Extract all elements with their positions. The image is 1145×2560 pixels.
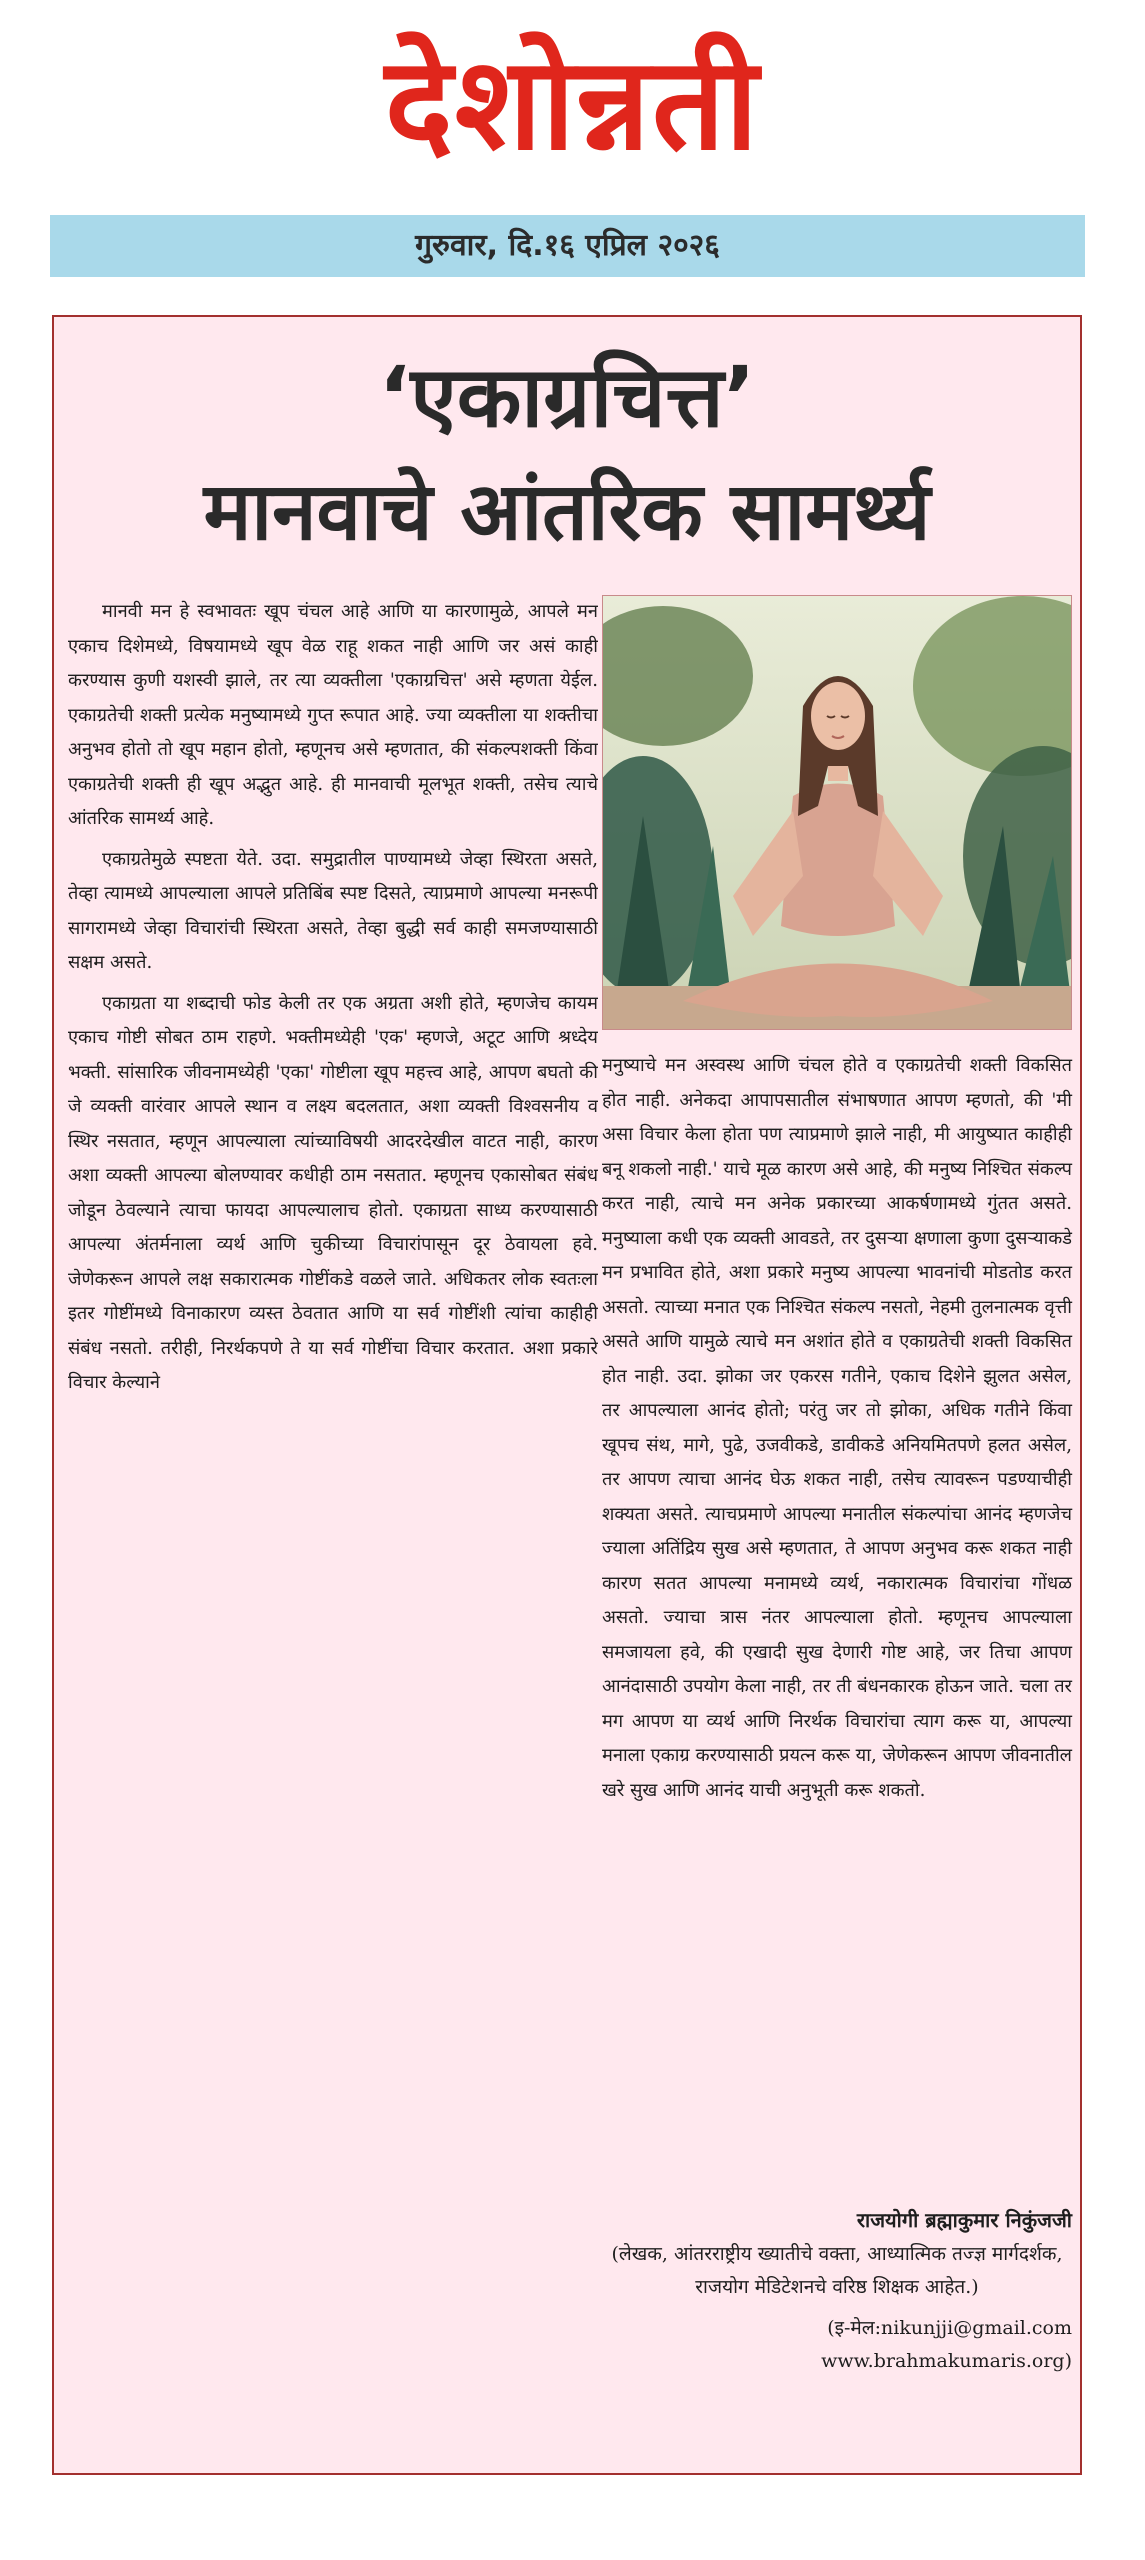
author-name: राजयोगी ब्रह्माकुमार निकुंजजी [856, 2208, 1072, 2232]
author-role: (लेखक, आंतरराष्ट्रीय ख्यातीचे वक्ता, आध्यात्मिक तज्ज्ञ मार्गदर्शक, राजयोग मेडिटेशनचे वरिष्ठ शिक्षक आहेत.) [611, 2243, 1063, 2298]
paragraph: मनुष्याचे मन अस्वस्थ आणि चंचल होते व एकाग्रतेची शक्ती विकसित होत नाही. अनेकदा आपापसातील संभाषणात आपण म्हणतो, की 'मी असा विचार केला होता पण त्याप्रमाणे झाले नाही, मी आयुष्यात काहीही बनू शकलो नाही.' याचे मूळ कारण असे आहे, की मनुष्य निश्चित संकल्प करत नाही, त्याचे मन अनेक प्रकारच्या आकर्षणामध्ये गुंतत असते. मनुष्याला कधी एक व्यक्ती आवडते, तर दुसऱ्या क्षणाला कुणा दुसऱ्याकडे मन प्रभावित होते, अशा प्रकारे मनुष्य आपल्या भावनांची मोडतोड करत असतो. त्याच्या मनात एक निश्चित संकल्प नसतो, नेहमी तुलनात्मक वृत्ती असते आणि यामुळे त्याचे मन अशांत होते व एकाग्रतेची शक्ती विकसित होत नाही. उदा. झोका जर एकरस गतीने, एकाच दिशेने झुलत असेल, तर आपल्याला आनंद होतो; परंतु जर तो झोका, अधिक गतीने किंवा खूपच संथ, मागे, पुढे, उजवीकडे, डावीकडे अनियमितपणे हलत असेल, तर आपण त्याचा आनंद घेऊ शकत नाही, तसेच त्यावरून पडण्याचीही शक्यता असते. त्याचप्रमाणे आपल्या मनातील संकल्पांचा आनंद म्हणजेच ज्याला अतिंद्रिय सुख असे म्हणतात, ते आपण अनुभव करू शकत नाही कारण सतत आपल्या मनामध्ये व्यर्थ, नकारात्मक विचारांचा गोंधळ असतो. ज्याचा त्रास नंतर आपल्याला होतो. म्हणूनच आपल्याला समजायला हवे, की एखादी सुख देणारी गोष्ट आहे, जर तिचा आपण आनंदासाठी उपयोग केला नाही, तर ती बंधनकारक होऊन जाते. चला तर मग आपण या व्यर्थ आणि निरर्थक विचारांचा त्याग करू या, आपल्या मनाला एकाग्र करण्यासाठी प्रयत्न करू या, जेणेकरून आपण जीवनातील खरे सुख आणि आनंद याची अनुभूती करू शकतो. [602, 1055, 1072, 1801]
meditating-woman-illustration [603, 596, 1072, 1030]
right-column [602, 1049, 1072, 1814]
byline [602, 2202, 1072, 2378]
date-bar: गुरुवार, दि.१६ एप्रिल २०२६ [50, 215, 1085, 277]
meditation-photo [602, 595, 1072, 1030]
author-website: www.brahmakumaris.org) [821, 2350, 1072, 2372]
masthead [0, 30, 1145, 200]
newspaper-logo: देशोन्नती [384, 30, 761, 179]
headline-line-2: मानवाचे आंतरिक सामर्थ्य [203, 465, 931, 558]
author-email: (इ-मेल:nikunjji@gmail.com [827, 2317, 1072, 2339]
article [52, 315, 1082, 2475]
paragraph: एकाग्रतेमुळे स्पष्टता येते. उदा. समुद्रातील पाण्यामध्ये जेव्हा स्थिरता असते, तेव्हा त्यामध्ये आपल्याला आपले प्रतिबिंब स्पष्ट दिसते, त्याप्रमाणे आपल्या मनरूपी सागरामध्ये जेव्हा विचारांची स्थिरता असते, तेव्हा बुद्धी सर्व काही समजण्यासाठी सक्षम असते. [68, 848, 598, 973]
headline [54, 347, 1080, 567]
paragraph: एकाग्रता या शब्दाची फोड केली तर एक अग्रता अशी होते, म्हणजेच कायम एकाच गोष्टी सोबत ठाम राहणे. भक्तीमध्येही 'एक' म्हणजे, अटूट आणि श्रध्देय भक्ती. सांसारिक जीवनामध्येही 'एका' गोष्टीला खूप महत्त्व आहे, आपण बघतो की जे व्यक्ती वारंवार आपले स्थान व लक्ष्य बदलतात, अशा व्यक्ती विश्वसनीय व स्थिर नसतात, म्हणून आपल्याला त्यांच्याविषयी आदरदेखील वाटत नाही, कारण अशा व्यक्ती आपल्या बोलण्यावर कधीही ठाम नसतात. म्हणूनच एकासोबत संबंध जोडून ठेवल्याने त्याचा फायदा आपल्यालाच होतो. एकाग्रता साध्य करण्यासाठी आपल्या अंतर्मनाला व्यर्थ आणि चुकीच्या विचारांपासून दूर ठेवायला हवे. जेणेकरून आपले लक्ष सकारात्मक गोष्टींकडे वळले जाते. अधिकतर लोक स्वतःला इतर गोष्टींमध्ये विनाकारण व्यस्त ठेवतात आणि या सर्व गोष्टींशी त्यांचा काहीही संबंध नसतो. तरीही, निरर्थकपणे ते या सर्व गोष्टींचा विचार करतात. अशा प्रकारे विचार केल्याने [68, 992, 598, 1393]
headline-line-1: ‘एकाग्रचित्त’ [378, 348, 756, 446]
paragraph: मानवी मन हे स्वभावतः खूप चंचल आहे आणि या कारणामुळे, आपले मन एकाच दिशेमध्ये, विषयामध्ये खूप वेळ राहू शकत नाही आणि जर असं काही करण्यास कुणी यशस्वी झाले, तर त्या व्यक्तीला 'एकाग्रचित्त' असे म्हणता येईल. एकाग्रतेची शक्ती प्रत्येक मनुष्यामध्ये गुप्त रूपात आहे. ज्या व्यक्तीला या शक्तीचा अनुभव होतो तो खूप महान होतो, म्हणूनच असे म्हणतात, की संकल्पशक्ती किंवा एकाग्रतेची शक्ती ही खूप अद्भुत आहे. ही मानवाची मूलभूत शक्ती, तसेच त्याचे आंतरिक सामर्थ्य आहे. [68, 601, 598, 829]
left-column [68, 595, 598, 2445]
